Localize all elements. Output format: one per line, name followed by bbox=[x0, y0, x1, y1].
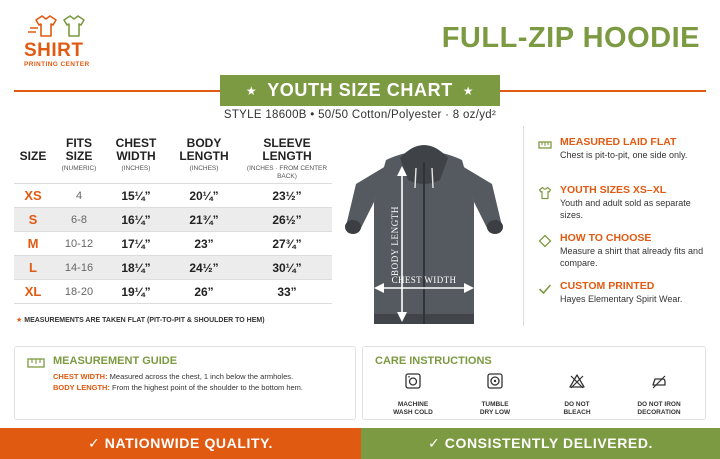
style-line: STYLE 18600B • 50/50 Cotton/Polyester · 8 oz/yd² bbox=[223, 109, 497, 121]
col-header-chest: CHEST WIDTH (INCHES) bbox=[115, 136, 157, 172]
col-header-size: SIZE bbox=[19, 149, 47, 163]
feature-custom-printed: CUSTOM PRINTED Hayes Elementary Spirit Wear. bbox=[538, 280, 718, 320]
feature-laid-flat: MEASURED LAID FLAT Chest is pit-to-pit, one side only. bbox=[538, 136, 718, 176]
check-icon bbox=[538, 282, 552, 296]
table-row: L 14-16 18¼” 24½” 30¼” bbox=[14, 255, 332, 279]
guide-title: MEASUREMENT GUIDE bbox=[53, 355, 178, 367]
table-row: XL 18-20 19¼” 26” 33” bbox=[14, 279, 332, 303]
page-title: FULL-ZIP HOODIE bbox=[441, 22, 700, 54]
care-instructions-panel bbox=[362, 346, 706, 420]
footer-quality: ✓ NATIONWIDE QUALITY. bbox=[0, 428, 361, 459]
table-header bbox=[14, 127, 332, 183]
drawstring-left bbox=[415, 168, 416, 188]
star-icon: ★ bbox=[16, 317, 23, 324]
col-header-fits: FITS SIZE (NUMERIC) bbox=[61, 136, 97, 172]
column-divider bbox=[523, 126, 524, 326]
size-table bbox=[14, 127, 332, 304]
col-header-sleeve: SLEEVE LENGTH (INCHES · FROM CENTER BACK) bbox=[246, 136, 328, 180]
star-icon: ★ bbox=[245, 83, 258, 98]
care-item-iron: DO NOT IRON DECORATION bbox=[619, 373, 699, 417]
care-item-bleach: DO NOT BLEACH bbox=[537, 373, 617, 417]
table-row: M 10-12 17¼” 23” 27¾” bbox=[14, 231, 332, 255]
feature-youth-sizes: YOUTH SIZES XS–XL Youth and adult sold as separate sizes. bbox=[538, 184, 718, 224]
ruler-icon bbox=[27, 357, 45, 369]
brand-tagline: PRINTING CENTER bbox=[24, 61, 90, 68]
table-footnote: ★ MEASUREMENTS ARE TAKEN FLAT (PIT-TO-PIT & SHOULDER TO HEM) bbox=[16, 317, 265, 324]
table-row: XS 4 15¼” 20¼” 23½” bbox=[14, 183, 332, 207]
hoodie-right-cuff bbox=[487, 220, 503, 234]
tumble-dry-icon bbox=[487, 373, 503, 389]
diamond-icon bbox=[538, 234, 552, 248]
measurement-guide-panel bbox=[14, 346, 356, 420]
guide-body-line: BODY LENGTH: From the highest point of the shoulder to the bottom hem. bbox=[53, 383, 303, 392]
col-header-body: BODY LENGTH (INCHES) bbox=[179, 136, 229, 172]
star-icon: ★ bbox=[462, 83, 475, 98]
care-title: CARE INSTRUCTIONS bbox=[375, 355, 492, 367]
chest-width-label: CHEST WIDTH bbox=[391, 275, 457, 285]
size-chart-banner bbox=[220, 75, 500, 106]
ruler-icon bbox=[538, 138, 552, 152]
header-rule-left bbox=[14, 90, 220, 92]
no-iron-icon bbox=[651, 373, 667, 389]
drawstring-right bbox=[432, 168, 433, 188]
tshirt-icon bbox=[538, 186, 552, 200]
body-length-label: BODY LENGTH bbox=[390, 205, 400, 276]
brand-name: SHIRT bbox=[24, 40, 84, 61]
table-row: S 6-8 16¼” 21¾” 26½” bbox=[14, 207, 332, 231]
care-item-wash: MACHINE WASH COLD bbox=[373, 373, 453, 417]
care-item-dry: TUMBLE DRY LOW bbox=[455, 373, 535, 417]
hoodie-diagram bbox=[336, 128, 512, 332]
hoodie-left-cuff bbox=[345, 220, 361, 234]
no-bleach-icon bbox=[569, 373, 585, 389]
guide-chest-line: CHEST WIDTH: Measured across the chest, 1 inch below the armholes. bbox=[53, 372, 294, 381]
banner-label: YOUTH SIZE CHART bbox=[267, 80, 453, 100]
machine-wash-icon bbox=[405, 373, 421, 389]
footer-delivered: ✓ CONSISTENTLY DELIVERED. bbox=[361, 428, 720, 459]
feature-how-to-choose: HOW TO CHOOSE Measure a shirt that already fits and compare. bbox=[538, 232, 718, 272]
header-rule-right bbox=[500, 90, 706, 92]
